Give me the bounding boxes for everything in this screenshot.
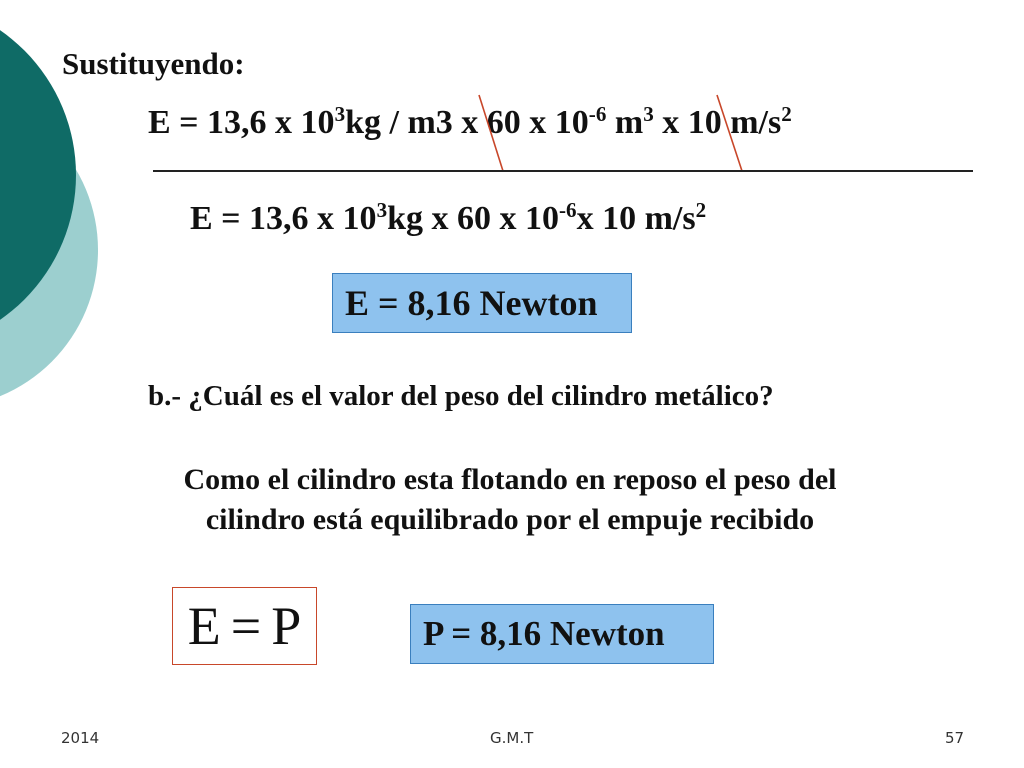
footer-author: G.M.T — [490, 729, 534, 747]
explanation-line-2: cilindro está equilibrado por el empuje recibido — [205, 503, 815, 536]
footer-date: 2014 — [61, 729, 100, 747]
equation-divider-line — [153, 170, 973, 172]
equation-sign: = — [230, 596, 262, 656]
equation-line-2: E = 13,6 x $10^3kg$ x 60 x $10^{-6}x$ 10 $m/s^2$ — [190, 198, 707, 237]
equation-left: E — [187, 596, 221, 656]
result-weight-box: P = 8,16 Newton — [410, 604, 714, 664]
equation-line-1: E = 13,6 x $10^3kg / m3$ x 60 x $10^{-6}$ $m^3$ x 10 $m/s^2$ — [148, 102, 792, 141]
slide-heading: Sustituyendo: — [62, 46, 245, 81]
strike-line-m3-numerator — [717, 95, 742, 171]
result-buoyancy-box: E = 8,16 Newton — [332, 273, 632, 333]
explanation-line-1: Como el cilindro esta flotando en reposo el peso del — [183, 463, 837, 496]
footer-page-number: 57 — [945, 729, 965, 747]
equilibrium-equation-box — [172, 587, 317, 665]
equation-right: P — [271, 596, 302, 656]
question-text: b.- ¿Cuál es el valor del peso del cilindro metálico? — [148, 380, 774, 412]
explanation-paragraph — [120, 460, 900, 540]
strike-line-m3-denominator — [479, 95, 503, 171]
